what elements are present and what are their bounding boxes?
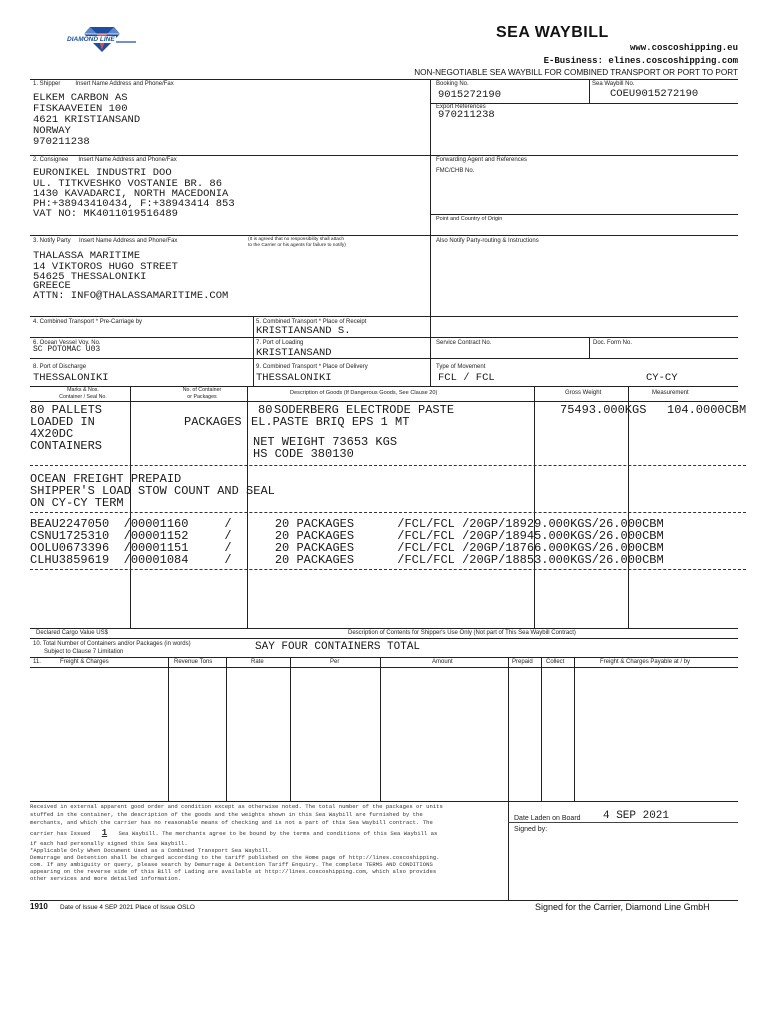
goods-description-line: NET WEIGHT 73653 KGS [253,435,398,449]
delivery-label: 9. Combined Transport * Place of Delivery [256,364,368,370]
booking-value: 9015272190 [438,89,502,101]
payable-header: Freight & Charges Payable at / by [600,659,691,665]
laden-value: 4 SEP 2021 [603,810,670,822]
dashed-divider [30,512,746,513]
consignee-line: UL. TITKVESHKO VOSTANIE BR. 86 [33,178,223,190]
goods-description-line: SODERBERG ELECTRODE PASTE [274,403,455,417]
consignee-line: EURONIKEL INDUSTRI DOO [33,167,172,179]
revenue-tons-header: Revenue Tons [174,659,213,665]
container-row: CLHU3859619 /00001084 / 20 PACKAGES /FCL/FCL /20GP/18853.000KGS/26.000CBM [30,553,664,567]
document-title: SEA WAYBILL [496,24,609,41]
terms-line: if each had personally signed this Sea Waybill. [30,840,188,847]
consignee-line: PH:+38943410434, F:+38943414 853 [33,198,235,210]
amount-header: Amount [432,659,453,665]
service-contract-label: Service Contract No. [436,340,492,346]
vessel-label: 6. Ocean Vessel Voy. No. [33,340,101,346]
contents-label: Description of Contents for Shipper's Use Only (Not part of This Sea Waybill Contract) [348,630,576,636]
containers-header: No. of Container or Packages [182,387,222,400]
receipt-value: KRISTIANSAND S. [256,325,351,337]
rate-header: Rate [251,659,264,665]
laden-label: Date Laden on Board [514,815,581,822]
booking-label: Booking No. [436,81,469,87]
declared-value-label: Declared Cargo Value US$ [36,630,108,636]
port-loading-value: KRISTIANSAND [256,347,332,359]
container-row: CSNU1725310 /00001152 / 20 PACKAGES /FCL/FCL /20GP/18945.000KGS/26.000CBM [30,529,664,543]
consignee-line: VAT NO: MK4011019516489 [33,208,178,220]
freight-term-line: OCEAN FREIGHT PREPAID [30,472,182,486]
port-loading-label: 7. Port of Loading [256,340,304,346]
consignee-line: 1430 KAVADARCI, NORTH MACEDONIA [33,188,229,200]
terms-line: Demurrage and Detention shall be charged according to the tariff published on the Home page of http://lines.coscoshipping. [30,854,440,861]
movement-value: FCL / FCL [438,372,495,384]
notify-line: ATTN: INFO@THALASSAMARITIME.COM [33,290,229,302]
collect-header: Collect [546,659,565,665]
forwarding-label: Forwarding Agent and References [436,157,528,163]
ebusiness-text: E-Business: elines.coscoshipping.com [543,56,738,66]
movement-value-2: CY-CY [646,372,678,384]
logo-text: DIAMOND LINE [67,36,115,43]
waybill-value: COEU9015272190 [610,88,699,100]
movement-label: Type of Movement [436,364,486,370]
export-refs-label: Export References [436,104,486,110]
freight-charges-header: Freight & Charges [60,659,109,665]
receipt-label: 5. Combined Transport * Place of Receipt [256,319,367,325]
shipper-line: 970211238 [33,136,90,148]
terms-line: merchants, and which the carrier has no reasonable means of checking and is not a part of this Sea Waybill contract. The [30,819,433,826]
terms-line: Received in external apparent good order and condition except as otherwise noted. The total number of the packages or units [30,803,443,810]
shipper-line: FISKAAVEIEN 100 [33,103,128,115]
signed-by-label: Signed by: [514,826,548,833]
port-discharge-label: 8. Port of Discharge [33,364,87,370]
notify-line: 54625 THESSALONIKI [33,271,147,283]
terms-line: *Applicable Only When Document Used as a Combined Transport Sea Waybill. [30,847,272,854]
document-subtitle: NON-NEGOTIABLE SEA WAYBILL FOR COMBINED TRANSPORT OR PORT TO PORT [414,68,738,77]
measurement-value: 104.0000CBM [667,403,747,417]
issue-info: Date of Issue 4 SEP 2021 Place of Issue OSLO [60,904,195,911]
terms-line: appearing on the reverse side of this Bill of Lading are available at http://lines.coscoshipping.com, which also provides [30,868,437,875]
terms-line: com. If any ambiguity or query, please search by Demurrage & Detention Tariff Enquiry. The complete TERMS AND CONDITIONS [30,861,433,868]
package-unit: PACKAGES [184,415,242,429]
doc-form-label: Doc. Form No. [593,340,633,346]
freight-term-line: ON CY-CY TERM [30,496,124,510]
notify-line: GREECE [33,280,71,292]
marks-header: Marks & Nos. Container / Seal No. [59,387,107,400]
notify-line: THALASSA MARITIME [33,250,141,262]
waybill-label: Sea Waybill No. [592,81,635,87]
terms-line: carrier has Issued 1 Sea Waybill. The merchants agree to be bound by the terms and conditions of this Sea Waybill as [30,828,438,838]
notify-note: (It is agreed that no responsibility shall attach to the Carrier or his agents for failure to notify) [248,237,346,248]
marks-line: LOADED IN [30,415,95,429]
vessel-value: SC POTOMAC U03 [33,345,101,354]
goods-description-line: EL.PASTE BRIQ EPS 1 MT [251,415,410,429]
delivery-value: THESSALONIKI [256,372,332,384]
consignee-label: 2. Consignee Insert Name Address and Phone/Fax [33,157,177,163]
terms-line: other services and more detailed information. [30,875,182,882]
marks-line: CONTAINERS [30,439,103,453]
fmc-label: FMC/CHB No. [436,168,475,174]
shipper-line: NORWAY [33,125,71,137]
dashed-divider [30,465,746,466]
container-row: OOLU0673396 /00001151 / 20 PACKAGES /FCL/FCL /20GP/18766.000KGS/26.000CBM [30,541,664,555]
marks-line: 4X20DC [30,427,74,441]
package-count: 80 [258,403,273,417]
form-code: 1910 [30,902,48,911]
notify-label: 3. Notify Party Insert Name Address and Phone/Fax [33,238,178,244]
origin-label: Point and Country of Origin [436,216,503,222]
dashed-divider [30,569,746,570]
gross-weight-value: 75493.000KGS [560,403,647,417]
container-row: BEAU2247050 /00001160 / 20 PACKAGES /FCL/FCL /20GP/18929.000KGS/26.000CBM [30,517,664,531]
notify-line: 14 VIKTOROS HUGO STREET [33,261,178,273]
export-refs-value: 970211238 [438,109,495,121]
total-label: 10. Total Number of Containers and/or Packages (in words) [33,641,191,647]
also-notify-label: Also Notify Party-routing & Instructions [436,238,539,244]
waybill-count: 1 [101,828,108,838]
shipper-line: 4621 KRISTIANSAND [33,114,141,126]
charges-num: 11. [33,659,41,665]
port-discharge-value: THESSALONIKI [33,372,109,384]
prepaid-header: Prepaid [512,659,533,665]
website-text: www.coscoshipping.eu [629,43,738,53]
total-label-2: Subject to Clause 7 Limitation [44,649,124,655]
description-header: Description of Goods (If Dangerous Goods, See Clause 20) [290,390,438,396]
company-logo [62,22,142,62]
freight-term-line: SHIPPER'S LOAD STOW COUNT AND SEAL [30,484,275,498]
pre-carriage-label: 4. Combined Transport * Pre-Carriage by [33,319,143,325]
weight-header: Gross Weight [565,390,602,396]
shipper-label: 1. Shipper Insert Name Address and Phone/Fax [33,81,174,87]
terms-line: stuffed in the container, the description of the goods and the weights shown in this Sea Waybill are furnished by the [30,811,423,818]
per-header: Per [330,659,340,665]
shipper-line: ELKEM CARBON AS [33,92,128,104]
total-value: SAY FOUR CONTAINERS TOTAL [255,641,421,653]
signed-for-carrier: Signed for the Carrier, Diamond Line GmbH [535,902,710,912]
measurement-header: Measurement [652,390,689,396]
goods-description-line: HS CODE 380130 [253,447,354,461]
marks-line: 80 PALLETS [30,403,103,417]
